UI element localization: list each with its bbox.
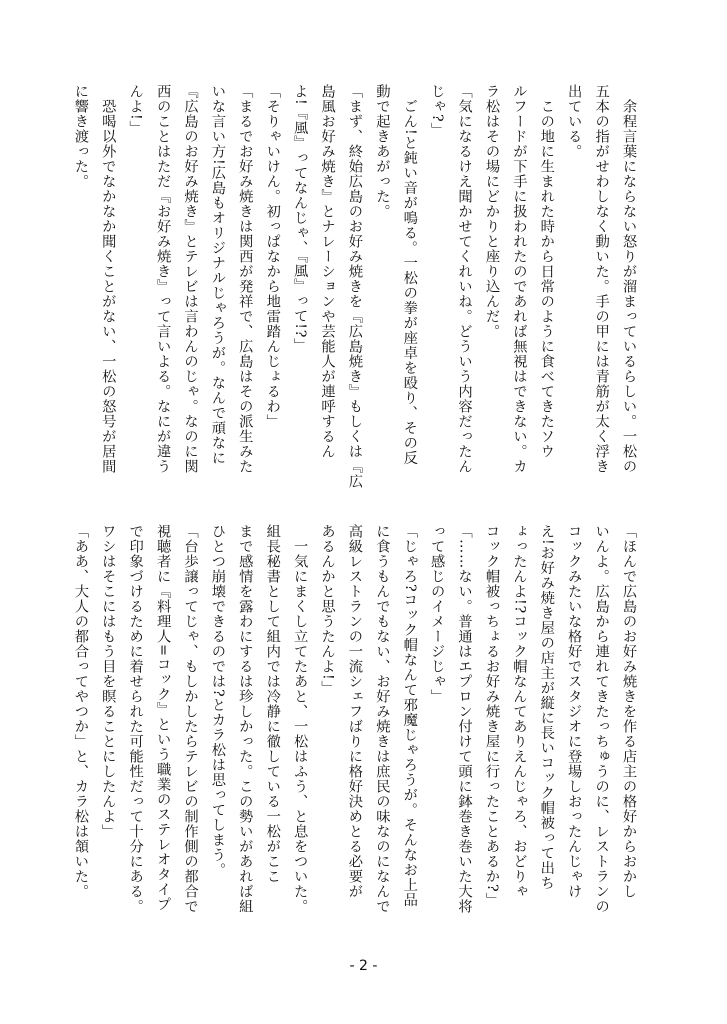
text-line: に響き渡った。 [72,84,89,189]
text-line: コックみたいな格好でスタジオに登場しおったんじゃけ [566,524,583,899]
page-number: - 2 - [349,958,378,974]
text-line: まで感情を露わにするは珍しかった。この勢いがあれば組 [237,524,254,914]
text-line: 「ああ、大人の都合ってやつか」と、カラ松は頷いた。 [72,524,89,899]
text-line: 動で起きあがった。 [374,84,391,219]
text-line: 余程言葉にならない怒りが溜まっているらしい。一松の [621,84,637,474]
text-line: ょったんよ!?コック帽なんてありえんじゃろ、おどりゃ [511,524,528,899]
text-line: 「まず、終始広島のお好み焼きを『広島焼き』もしくは『広 [346,84,363,489]
upper-text-block [66,84,642,489]
text-line: に食うもんでもない、お好み焼きは庶民の味なのになんで [374,524,391,914]
text-line: いな言い方!広島もオリジナルじゃろうが。なんで頑なに [209,84,226,466]
text-line: 視聴者に『料理人=コック』という職業のステレオタイプ [155,524,172,912]
text-line: 島風お好み焼き』とナレーションや芸能人が連呼するん [319,84,336,459]
text-line: ひとつ崩壊できるのでは?とカラ松は思ってしまう。 [209,524,226,878]
text-line: あるんかと思うたんよ!」 [319,524,336,696]
text-line: 恐喝以外でなかなか聞くことがない、一松の怒号が居間 [100,84,117,474]
text-line: ラ松はその場にどかりと座り込んだ。 [483,84,500,339]
text-line: って感じのイメージじゃ」 [429,524,446,704]
text-line: 五本の指がせわしなく動いた。手の甲には青筋が太く浮き [593,84,610,474]
text-line: 「そりゃいけん。初っぱなから地雷踏んじょるわ」 [264,84,281,429]
text-line: コック帽被っちょるお好み焼き屋に行ったことあるか?」 [483,524,500,908]
text-line: 一気にまくし立てたあと、一松はふう、と息をついた。 [292,524,309,914]
text-line: この地に生まれた時から日常のように食べてきたソウ [538,84,555,459]
lower-text-block [66,524,642,924]
text-line: 西のことはただ『お好み焼き』って言いよる。なにが違う [155,84,172,474]
text-line: 高級レストランの一流シェフばりに格好決めとる必要が [346,524,363,899]
text-line: 『広島のお好み焼き』とテレビは言わんのじゃ。なのに関 [182,84,199,474]
text-line: ルフードが下手に扱われたのであれば無視はできない。カ [511,84,528,474]
text-line: 「ほんで広島のお好み焼きを作る店主の格好からおかし [621,524,637,899]
text-line: よ!『風』ってなんじゃ、『風』って!?」 [292,84,309,354]
text-line: ワシはそこにはもう目を瞑ることにしたんよ」 [100,524,117,839]
text-line: いんよ。広島から連れてきたっちゅうのに、レストランの [593,524,610,914]
text-line: じゃ?」 [429,84,446,138]
text-line: で印象づけるために着せられた可能性だって十分にある。 [127,524,144,914]
text-line: 「台歩譲ってじゃ、もしかしたらテレビの制作側の都合で [182,524,199,914]
text-line: 出ている。 [566,84,583,159]
text-line: 「じゃろ?コック帽なんて邪魔じゃろうが。そんなお上品 [401,524,418,908]
text-line: ごん!と鈍い音が鳴る。一松の拳が座卓を殴り、その反 [401,84,418,466]
text-line: 「……ない。普通はエプロン付けて頭に鉢巻き巻いた大将 [456,524,473,914]
text-line: 組長秘書として組内では冷静に徹している一松がここ [264,524,281,884]
text-line: 「まるでお好み焼きは関西が発祥で、広島はその派生みた [237,84,254,474]
text-line: 「気になるけえ聞かせてくれいね。どういう内容だったん [456,84,473,474]
text-line: んよ!」 [127,84,144,136]
text-line: え!お好み焼き屋の店主が縦に長いコック帽被って出ち [538,524,555,891]
